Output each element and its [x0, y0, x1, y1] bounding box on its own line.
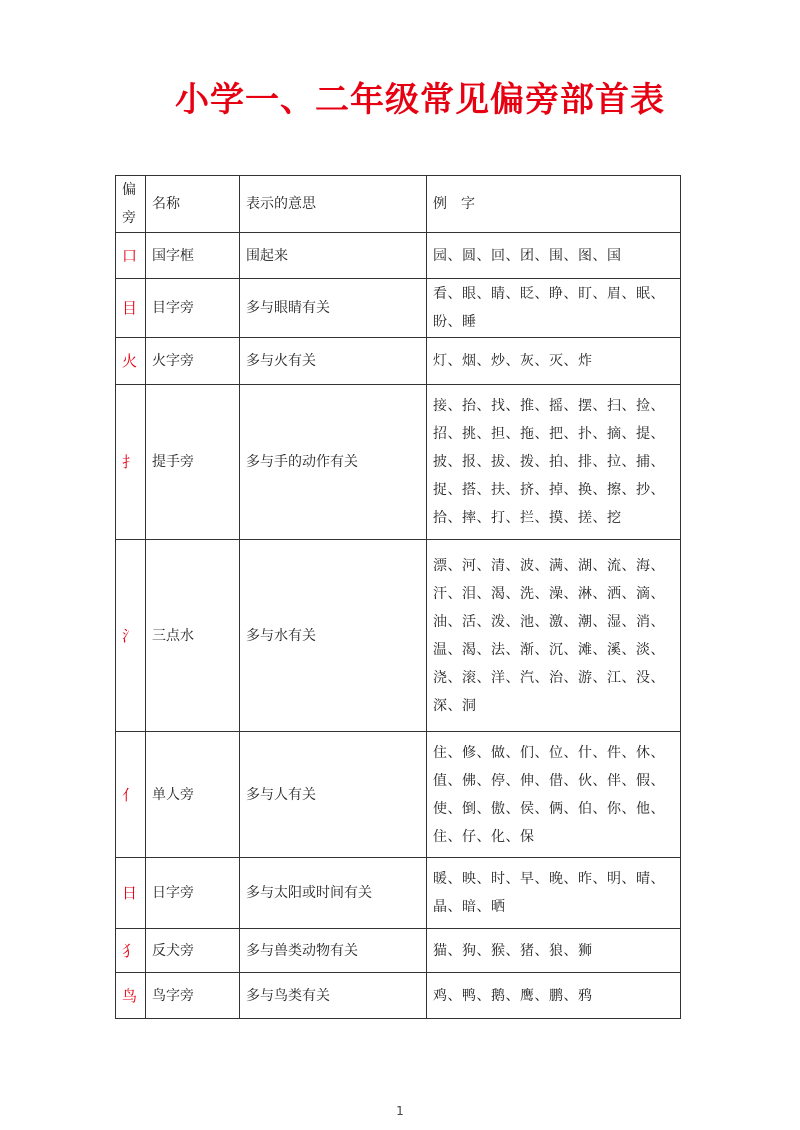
table-row	[116, 973, 681, 1019]
page-title: 小学一、二年级常见偏旁部首表	[175, 80, 665, 120]
radical-cell: 火	[116, 338, 146, 385]
meaning-cell: 多与水有关	[240, 540, 427, 732]
meaning-cell: 多与手的动作有关	[240, 385, 427, 540]
name-cell: 目字旁	[146, 279, 240, 338]
meaning-cell: 多与火有关	[240, 338, 427, 385]
table-row	[116, 338, 681, 385]
examples-cell: 灯、烟、炒、灰、灭、炸	[427, 338, 681, 385]
meaning-cell: 围起来	[240, 233, 427, 279]
examples-cell: 漂、河、清、波、满、湖、流、海、汗、泪、渴、洗、澡、淋、洒、滴、油、活、泼、池、激、潮、湿、消、温、渴、法、渐、沉、滩、溪、淡、浇、滚、洋、汽、治、游、江、没、深、洞	[427, 540, 681, 732]
examples-cell: 暖、映、时、早、晚、昨、明、晴、晶、暗、晒	[427, 858, 681, 929]
meaning-cell: 多与兽类动物有关	[240, 929, 427, 973]
table-row	[116, 279, 681, 338]
table-row	[116, 540, 681, 732]
name-cell: 提手旁	[146, 385, 240, 540]
header-radical: 偏旁	[116, 176, 146, 233]
radical-cell: 氵	[116, 540, 146, 732]
radical-cell: 日	[116, 858, 146, 929]
table-row	[116, 385, 681, 540]
radical-cell: 目	[116, 279, 146, 338]
meaning-cell: 多与鸟类有关	[240, 973, 427, 1019]
header-name: 名称	[146, 176, 240, 233]
table-header-row	[116, 176, 681, 233]
table-row	[116, 858, 681, 929]
examples-cell: 看、眼、睛、眨、睁、盯、眉、眠、盼、睡	[427, 279, 681, 338]
name-cell: 反犬旁	[146, 929, 240, 973]
radical-cell: 鸟	[116, 973, 146, 1019]
name-cell: 国字框	[146, 233, 240, 279]
examples-cell: 接、抬、找、推、摇、摆、扫、捡、招、挑、担、拖、把、扑、摘、提、披、报、拔、拨、拍、排、拉、捕、捉、搭、扶、挤、掉、换、擦、抄、拾、摔、打、拦、摸、搓、挖	[427, 385, 681, 540]
page-number: 1	[396, 1104, 404, 1118]
radical-cell: 口	[116, 233, 146, 279]
radicals-table	[115, 175, 681, 1019]
meaning-cell: 多与太阳或时间有关	[240, 858, 427, 929]
table-row	[116, 732, 681, 858]
examples-cell: 鸡、鸭、鹅、鹰、鹏、鸦	[427, 973, 681, 1019]
meaning-cell: 多与眼睛有关	[240, 279, 427, 338]
name-cell: 三点水	[146, 540, 240, 732]
name-cell: 火字旁	[146, 338, 240, 385]
header-meaning: 表示的意思	[240, 176, 427, 233]
examples-cell: 猫、狗、猴、猪、狼、狮	[427, 929, 681, 973]
meaning-cell: 多与人有关	[240, 732, 427, 858]
table-row	[116, 929, 681, 973]
name-cell: 单人旁	[146, 732, 240, 858]
table-row	[116, 233, 681, 279]
name-cell: 鸟字旁	[146, 973, 240, 1019]
name-cell: 日字旁	[146, 858, 240, 929]
radical-cell: 扌	[116, 385, 146, 540]
radical-cell: 犭	[116, 929, 146, 973]
examples-cell: 住、修、做、们、位、什、件、休、值、佛、停、伸、借、伙、伴、假、使、倒、傲、侯、俩、伯、你、他、住、仔、化、保	[427, 732, 681, 858]
examples-cell: 园、圆、回、团、围、图、国	[427, 233, 681, 279]
header-examples: 例 字	[427, 176, 681, 233]
radical-cell: 亻	[116, 732, 146, 858]
